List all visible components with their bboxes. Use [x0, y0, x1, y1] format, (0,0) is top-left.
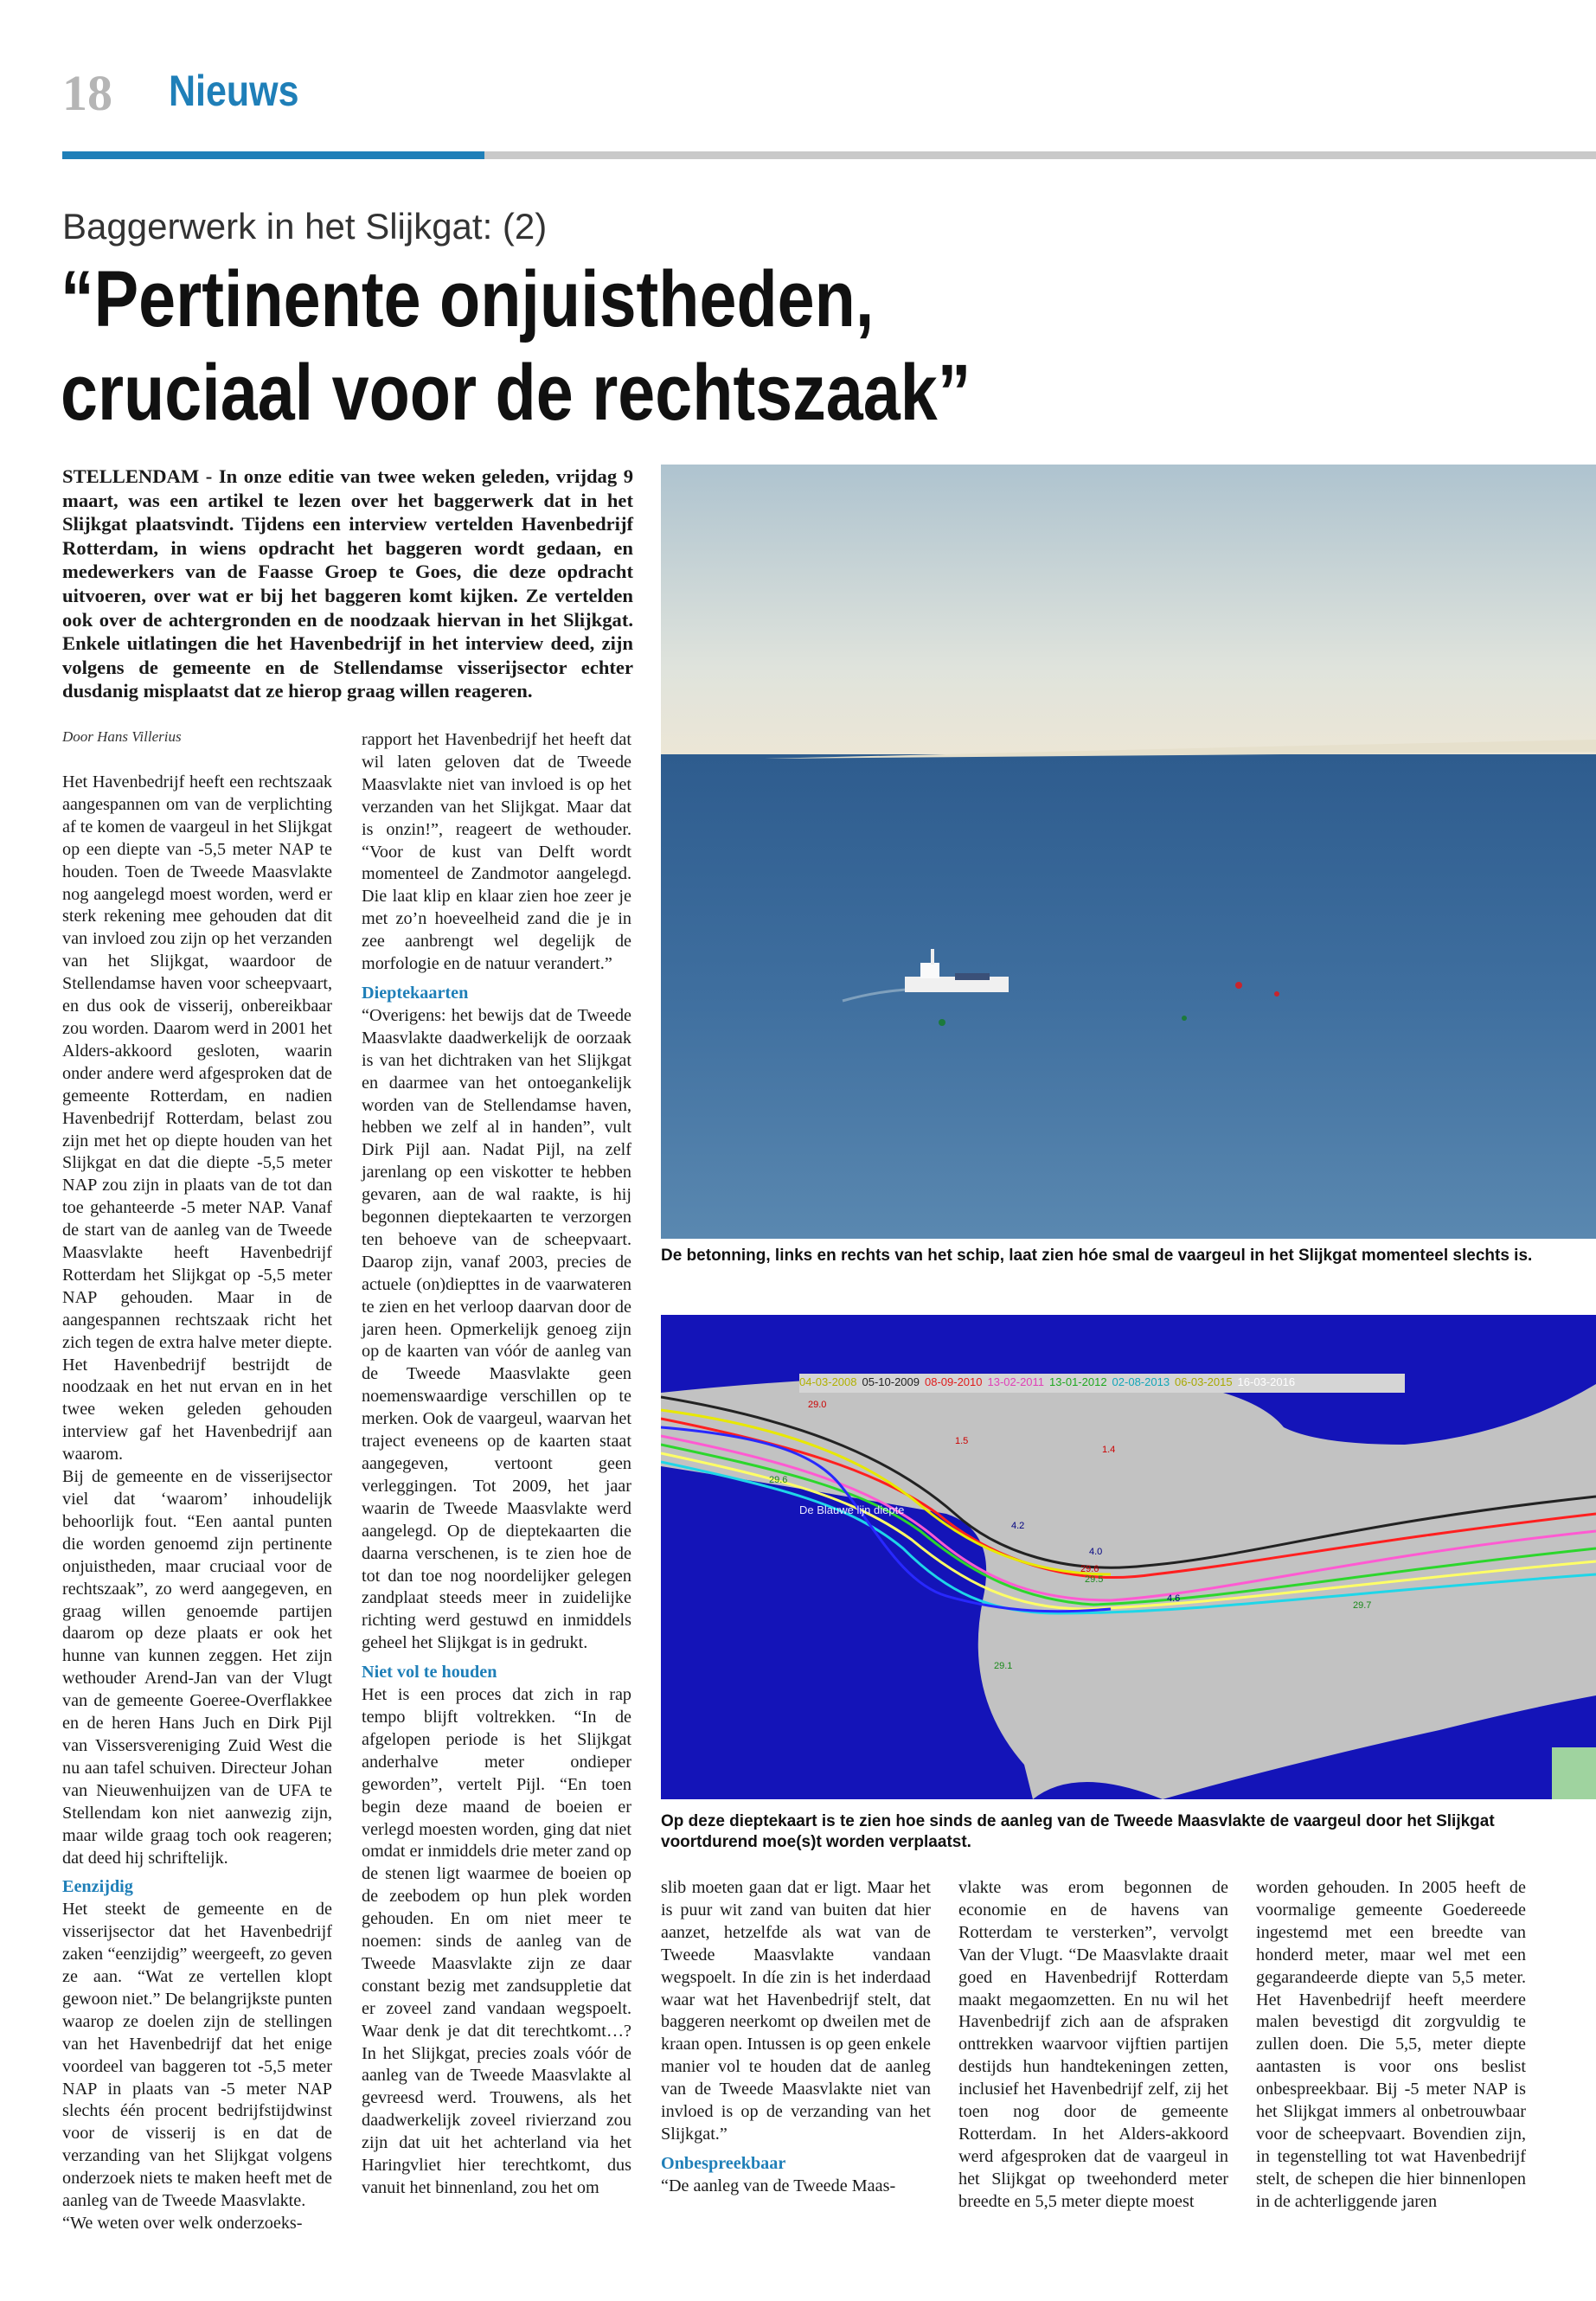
article-byline: Door Hans Villerius [62, 728, 182, 745]
sounding-label: 4.2 [1011, 1521, 1025, 1531]
paragraph: “We weten over welk onderzoeks- [62, 2214, 303, 2233]
sounding-label: 4.0 [1089, 1547, 1103, 1557]
header-rule-accent [62, 151, 484, 159]
legend-date-0: 04-03-2008 [799, 1375, 857, 1388]
paragraph: Het steekt de gemeente en de visserijsector dat het Havenbedrijf zaken “eenzijdig” weergeeft, zo geven ze aan. “Wat ze vertellen klopt gewoon niet.” De belangrijkste punten waarop ze doelen zijn de stellingen van het Havenbedrijf dat het enige voordeel van baggeren tot -5,5 meter NAP in plaats van -5 meter NAP slechts één procent bedrijfstijdwinst voor de visserij is en dat de verzanding van het Slijkgat volgens onderzoek niets te maken heeft met de aanleg van de Tweede Maasvlakte. [62, 1900, 332, 2211]
legend-date-4: 13-01-2012 [1049, 1375, 1107, 1388]
article-column-1 [62, 772, 332, 2235]
paragraph: Het Havenbedrijf heeft een rechtszaak aangespannen om van de verplichting af te komen de vaargeul in het Slijkgat op een diepte van -5,5 meter NAP te houden. Toen de Tweede Maasvlakte nog aangelegd moest worden, werd er sterk rekening mee gehouden dat dit van invloed zou zijn op het verzanden van het Slijkgat, waardoor de Stellendamse haven voor scheepvaart, en dus ook de visserij, onbereikbaar zou worden. Daarom werd in 2001 het Alders-akkoord gesloten, waarin onder andere werd afgesproken dat de gemeente Rotterdam, en nadien Havenbedrijf Rotterdam, belast zou zijn met het op diepte houden van het Slijkgat en dat die diepte -5,5 meter NAP zou zijn in plaats van de tot dan toe gehanteerde -5 meter NAP. Vanaf de start van de aanleg van de Tweede Maasvlakte heeft Havenbedrijf Rotterdam het Slijkgat op -5,5 meter NAP gehouden. Maar in de aangespannen rechtszaak richt het zich tegen de extra halve meter diepte. Het Havenbedrijf bestrijdt de noodzaak en het nut ervan en in het twee weken geleden gehouden interview gaf het Havenbedrijf aan waarom. [62, 772, 332, 1465]
paragraph: “De aanleg van de Tweede Maas- [661, 2176, 896, 2195]
sounding-label: 29.6 [1080, 1564, 1099, 1574]
depth-map [661, 1315, 1596, 1799]
paragraph: rapport het Havenbedrijf het heeft dat wil laten geloven dat de Tweede Maasvlakte niet van invloed is op het verzanden van het Slijkgat. Maar dat is onzin!”, reageert de wethouder. “Voor de kust van Delft wordt momenteel de Zandmotor aangelegd. Die laat klip en klaar zien hoe zeer je met zo’n hoeveelheid zand die je in zee aanbrengt wel degelijk de morfologie en de natuur verandert.” [362, 730, 631, 974]
sounding-label: 29.5 [1085, 1574, 1104, 1585]
legend-date-5: 02-08-2013 [1112, 1375, 1170, 1388]
sounding-label: 1.5 [955, 1436, 969, 1446]
subheading: Onbespreekbaar [661, 2153, 786, 2173]
photo-caption: De betonning, links en rechts van het schip, laat zien hóe smal de vaargeul in het Slijkgat momenteel slechts is. [661, 1247, 1533, 1265]
sounding-label: 4.6 [1167, 1593, 1181, 1604]
article-kicker: Baggerwerk in het Slijkgat: (2) [62, 206, 548, 247]
paragraph: Bij de gemeente en de visserijsector viel dat ‘waarom’ inhoudelijk behoorlijk fout. “Een aantal punten die worden genoemd zijn pertinente onjuistheden, maar cruciaal voor de rechtszaak”, zo werd aangegeven, en graag willen genoemde partijen daarom op deze plaats er ook het hunne van kunnen zeggen. Het zijn wethouder Arend-Jan van der Vlugt van de gemeente Goeree-Overflakkee en de heren Hans Juch en Dirk Pijl van Vissersvereniging Zuid West die nu aan tafel schuiven. Directeur Johan van Nieuwenhuijzen van de UFA te Stellendam kon niet aanwezig zijn, maar wilde graag toch ook reageren; dat deed hij schriftelijk. [62, 1467, 332, 1868]
paragraph: Het is een proces dat zich in rap tempo blijft voltrekken. “In de afgelopen periode is het Slijkgat anderhalve meter ondieper geworden”, vertelt Pijl. “En toen begin deze maand de boeien er verlegd moesten worden, ging dat niet omdat er inmiddels drie meter zand op de stenen ligt waarmee de boeien op de zeebodem op hun plek worden gehouden. En om niet meer te noemen: sinds de aanleg van de Tweede Maasvlakte zijn ze daar constant bezig met zandsuppletie dat er zoveel zand vandaan wegspoelt. Waar denk je dat dit terechtkomt…? In het Slijkgat, precies zoals vóór de aanleg van de Tweede Maasvlakte al gevreesd werd. Trouwens, als het daadwerkelijk zoveel rivierzand zou zijn dat uit het achterland via het Haringvliet hier terechtkomt, dus vanuit het binnenland, zou het om [362, 1685, 631, 2197]
section-title: Nieuws [169, 67, 299, 115]
legend-date-7: 16-03-2016 [1237, 1375, 1296, 1388]
paragraph: “Overigens: het bewijs dat de Tweede Maasvlakte daadwerkelijk de oorzaak is van het dichtraken van het Slijkgat en daarmee van het ontoegankelijk worden van de Stellendamse haven, hebben we zelf al in handen”, vult Dirk Pijl aan. Nadat Pijl, na zelf jarenlang op een viskotter te hebben gevaren, aan de wal raakte, is hij begonnen dieptekaarten te verzorgen ten behoeve van de scheepvaart. Daarop zijn, vanaf 2003, precies de actuele (on)diepttes in de vaarwateren te zien en het verloop daarvan door de jaren heen. Opmerkelijk genoeg zijn op de kaarten van vóór de aanleg van de Tweede Maasvlakte geen noemenswaardige verschillen op te merken. Ook de vaargeul, waarvan het traject eveneens op de kaarten staat aangegeven, vertoont geen verleggingen. Tot 2009, het jaar waarin de Tweede Maasvlakte werd aangelegd. Op de dieptekaarten die daarna verschenen, is te zien hoe de tot dan toe nog noordelijker gelegen zandplaat steeds meer in zuidelijke richting werd gestuwd en inmiddels geheel het Slijkgat is in gedrukt. [362, 1005, 631, 1653]
legend-date-6: 06-03-2015 [1175, 1375, 1233, 1388]
subheading: Niet vol te houden [362, 1663, 497, 1682]
paragraph: slib moeten gaan dat er ligt. Maar het is puur wit zand van buiten dat hier aanzet, hetzelfde als wat van de Tweede Maasvlakte vandaan wegspoelt. In díe zin is het inderdaad waar wat het Havenbedrijf stelt, dat baggeren neerkomt op dweilen met de kraan open. Intussen is op geen enkele manier vol te houden dat de aanleg van de Tweede Maasvlakte niet van invloed is op de verzanding van het Slijkgat.” [661, 1878, 931, 2144]
article-headline: “Pertinente onjuistheden, cruciaal voor de rechtszaak” [61, 255, 971, 437]
legend-date-3: 13-02-2011 [987, 1375, 1045, 1388]
subheading: Dieptekaarten [362, 983, 469, 1003]
page-number: 18 [62, 65, 112, 121]
map-caption: Op deze dieptekaart is te zien hoe sinds de aanleg van de Tweede Maasvlakte de vaargeul door het Slijkgat voortdurend moe(s)t worden verplaatst. [661, 1812, 1495, 1851]
subheading: Eenzijdig [62, 1877, 133, 1897]
article-column-4 [958, 1877, 1228, 2214]
paragraph: worden gehouden. In 2005 heeft de voormalige gemeente Goedereede ingestemd met een breedte van honderd meter, maar wel met een gegarandeerde diepte van 5,5 meter. Het Havenbedrijf heeft meerdere malen bevestigd dit zorgvuldig te zullen doen. Die 5,5, meter diepte aantasten is voor ons beslist onbespreekbaar. Bij -5 meter NAP is het Slijkgat immers al onbetrouwbaar voor de scheepvaart. Bovendien zijn, in tegenstelling tot wat Havenbedrijf stelt, de schepen die hier binnenlopen in de achterliggende jaren [1256, 1878, 1526, 2211]
map-label: De Blauwe lijn diepte [799, 1503, 905, 1516]
article-column-2 [362, 729, 631, 2200]
sea-photo [661, 465, 1596, 1239]
header-rule [484, 151, 1596, 159]
article-lead: STELLENDAM - In onze editie van twee weken geleden, vrijdag 9 maart, was een artikel te lezen over het baggerwerk dat in het Slijkgat plaatsvindt. Tijdens een interview vertelden Havenbedrijf Rotterdam, in wiens opdracht het baggeren wordt gedaan, en medewerkers van de Faasse Groep te Goes, die deze opdracht uitvoeren, over wat er bij het baggeren komt kijken. Ze vertelden ook over de achtergronden en de noodzaak hiervan in het Slijkgat. Enkele uitlatingen die het Havenbedrijf in het interview deed, zijn volgens de gemeente en de Stellendamse visserijsector echter dusdanig misplaatst dat ze hierop graag willen reageren. [62, 465, 633, 702]
map-legend [799, 1375, 1422, 1388]
legend-date-1: 05-10-2009 [862, 1375, 920, 1388]
sounding-label: 29.6 [769, 1475, 788, 1485]
sounding-label: 29.1 [994, 1661, 1013, 1671]
paragraph: vlakte was erom begonnen de economie en de havens van Rotterdam te versterken”, vervolgt Van der Vlugt. “De Maasvlakte draait goed en Havenbedrijf Rotterdam maakt megaomzetten. En nu wil het Havenbedrijf zich aan de afspraken onttrekken waarvoor vijftien partijen destijds hun handtekeningen zetten, inclusief het Havenbedrijf zelf, zij het toen nog door de gemeente Rotterdam. In het Alders-akkoord werd afgesproken dat de vaargeul in het Slijkgat op tweehonderd meter breedte en 5,5 meter diepte moest [958, 1878, 1228, 2211]
article-column-5 [1256, 1877, 1526, 2214]
sounding-label: 29.0 [808, 1400, 827, 1410]
sounding-label: 1.4 [1102, 1445, 1116, 1455]
article-column-3 [661, 1877, 931, 2198]
sounding-label: 29.7 [1353, 1600, 1372, 1611]
legend-date-2: 08-09-2010 [925, 1375, 983, 1388]
